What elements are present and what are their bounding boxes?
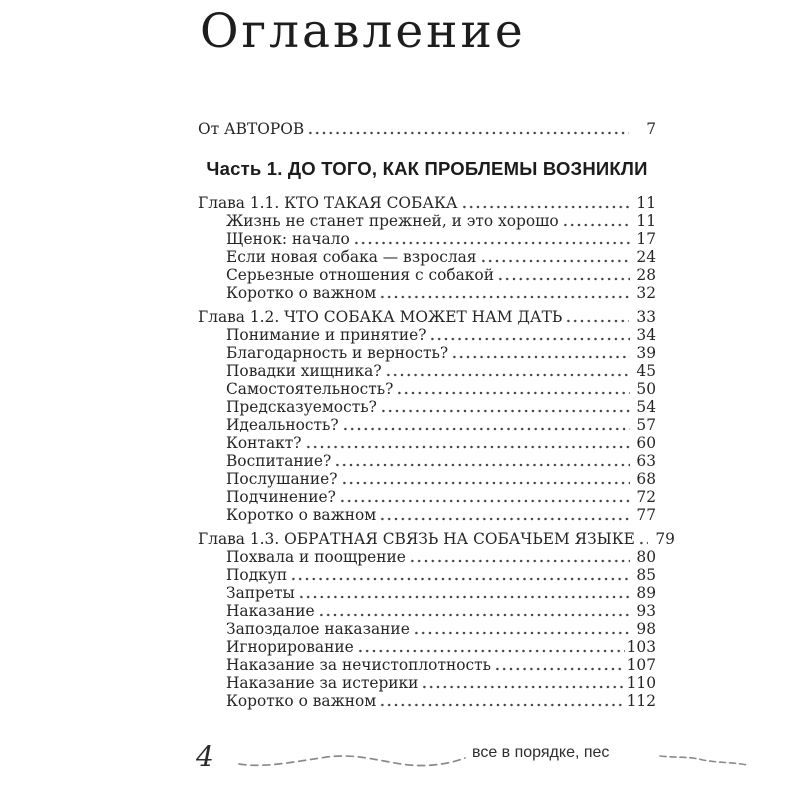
toc-entry-section [198,584,656,602]
chapter-list [198,194,675,710]
dot-leader [379,517,630,521]
toc-entry-label: Повадки хищника? [226,362,382,380]
toc-entry-page: 11 [636,212,656,230]
toc-entry-label: Коротко о важном [226,284,377,302]
toc-entry-page: 45 [636,362,656,380]
toc-chapter [198,308,656,524]
page-footer [0,738,800,780]
dot-leader [497,277,630,281]
toc-chapter [198,194,656,302]
toc-entry-label: Игнорирование [226,638,354,656]
toc-entry-label: Похвала и поощрение [226,548,406,566]
toc-entry-page: 63 [636,452,656,470]
dot-leader [565,319,629,323]
toc-entry-section [198,326,656,344]
toc-entry-page: 17 [636,230,656,248]
toc-entry-label: Жизнь не станет прежней, и это хорошо [226,212,559,230]
dot-leader [334,463,630,467]
dot-leader [341,481,631,485]
toc-entry-page: 103 [626,638,656,656]
toc-entry-page: 110 [626,674,656,692]
dot-leader [396,391,630,395]
toc-entry-page: 85 [636,566,656,584]
toc-entry-section [198,230,656,248]
toc-entry-section [198,656,656,674]
dot-leader [339,499,630,503]
toc-entry-label: Запреты [226,584,295,602]
toc-entry-label: Коротко о важном [226,692,377,710]
toc-entry-section [198,284,656,302]
dot-leader [461,205,629,209]
toc-entry-label: Контакт? [226,434,302,452]
toc-entry-section [198,266,656,284]
toc-entry-section [198,692,656,710]
toc-entry-page: 80 [636,548,656,566]
dot-leader [409,559,630,563]
dot-leader [379,703,624,707]
toc-entry-label: Щенок: начало [226,230,350,248]
toc-entry-page: 107 [626,656,656,674]
dot-leader [413,631,630,635]
dot-leader [298,595,630,599]
toc-entry-section [198,452,656,470]
toc-entry-page: 34 [636,326,656,344]
toc-chapter [198,530,675,710]
toc [198,120,675,716]
page-title: Оглавление [200,4,526,59]
dot-leader [480,259,630,263]
dot-leader [429,337,630,341]
running-title: все в порядке, пес [472,744,610,761]
toc-entry-section [198,416,656,434]
toc-entry-label: Если новая собака — взрослая [226,248,477,266]
dot-leader [290,577,630,581]
toc-entry-page: 93 [636,602,656,620]
toc-entry-section [198,674,656,692]
toc-entry-label: Наказание за истерики [226,674,419,692]
dot-leader [494,667,625,671]
toc-entry-page: 68 [636,470,656,488]
page-number: 4 [196,740,214,773]
dot-leader [307,131,629,135]
toc-entry-section [198,344,656,362]
toc-entry-section [198,620,656,638]
toc-entry-page: 57 [636,416,656,434]
dot-leader [385,373,630,377]
toc-entry-label: Воспитание? [226,452,332,470]
toc-entry-label: Глава 1.1. КТО ТАКАЯ СОБАКА [198,194,458,212]
toc-entry-label: Самостоятельность? [226,380,394,398]
toc-entry-label: Подчинение? [226,488,336,506]
toc-entry-page: 39 [636,344,656,362]
dot-leader [353,241,630,245]
dot-leader [380,409,630,413]
toc-entry-label: Идеальность? [226,416,339,434]
toc-entry-section [198,566,656,584]
toc-entry-section [198,638,656,656]
toc-entry-page: 50 [636,380,656,398]
toc-entry-label: Запоздалое наказание [226,620,410,638]
dot-leader [318,613,630,617]
toc-entry-page: 32 [636,284,656,302]
toc-entry-page: 89 [636,584,656,602]
toc-entry-section [198,470,656,488]
toc-entry-label: Коротко о важном [226,506,377,524]
toc-entry-page: 77 [636,506,656,524]
toc-entry-section [198,248,656,266]
toc-entry-label: Наказание [226,602,315,620]
toc-entry-label: Послушание? [226,470,338,488]
toc-entry-label: Серьезные отношения с собакой [226,266,494,284]
dot-leader [562,223,630,227]
toc-entry-page: 60 [636,434,656,452]
toc-entry-page: 7 [646,120,656,138]
toc-entry-section [198,362,656,380]
toc-entry-preface [198,120,656,138]
toc-entry-page: 98 [636,620,656,638]
toc-entry-page: 79 [655,530,675,548]
toc-entry-page: 28 [636,266,656,284]
dot-leader [357,649,625,653]
dot-leader [342,427,630,431]
toc-entry-section [198,398,656,416]
toc-entry-section [198,434,656,452]
toc-entry-label: Предсказуемость? [226,398,377,416]
toc-entry-label: Наказание за нечистоплотность [226,656,491,674]
dot-leader [451,355,630,359]
dot-leader [305,445,630,449]
squiggle-line-left [237,750,467,770]
toc-entry-page: 54 [636,398,656,416]
toc-entry-page: 24 [636,248,656,266]
toc-entry-label: От АВТОРОВ [198,120,305,138]
toc-entry-section [198,488,656,506]
toc-entry-page: 11 [636,194,656,212]
toc-entry-chapter [198,308,656,326]
toc-entry-page: 112 [626,692,656,710]
dot-leader [421,685,624,689]
part-heading: Часть 1. ДО ТОГО, КАК ПРОБЛЕМЫ ВОЗНИКЛИ [206,158,648,179]
toc-entry-page: 72 [636,488,656,506]
toc-entry-label: Подкуп [226,566,288,584]
toc-entry-label: Глава 1.2. ЧТО СОБАКА МОЖЕТ НАМ ДАТЬ [198,308,563,326]
toc-entry-label: Благодарность и верность? [226,344,449,362]
toc-entry-page: 33 [636,308,656,326]
toc-entry-chapter [198,194,656,212]
dot-leader [638,541,648,545]
toc-entry-section [198,212,656,230]
toc-entry-label: Глава 1.3. ОБРАТНАЯ СВЯЗЬ НА СОБАЧЬЕМ ЯЗЫКЕ [198,530,635,548]
toc-entry-section [198,602,656,620]
toc-entry-chapter [198,530,675,548]
toc-entry-section [198,548,656,566]
squiggle-line-right [658,752,750,768]
toc-entry-label: Понимание и принятие? [226,326,427,344]
toc-entry-section [198,506,656,524]
dot-leader [379,295,630,299]
toc-entry-section [198,380,656,398]
